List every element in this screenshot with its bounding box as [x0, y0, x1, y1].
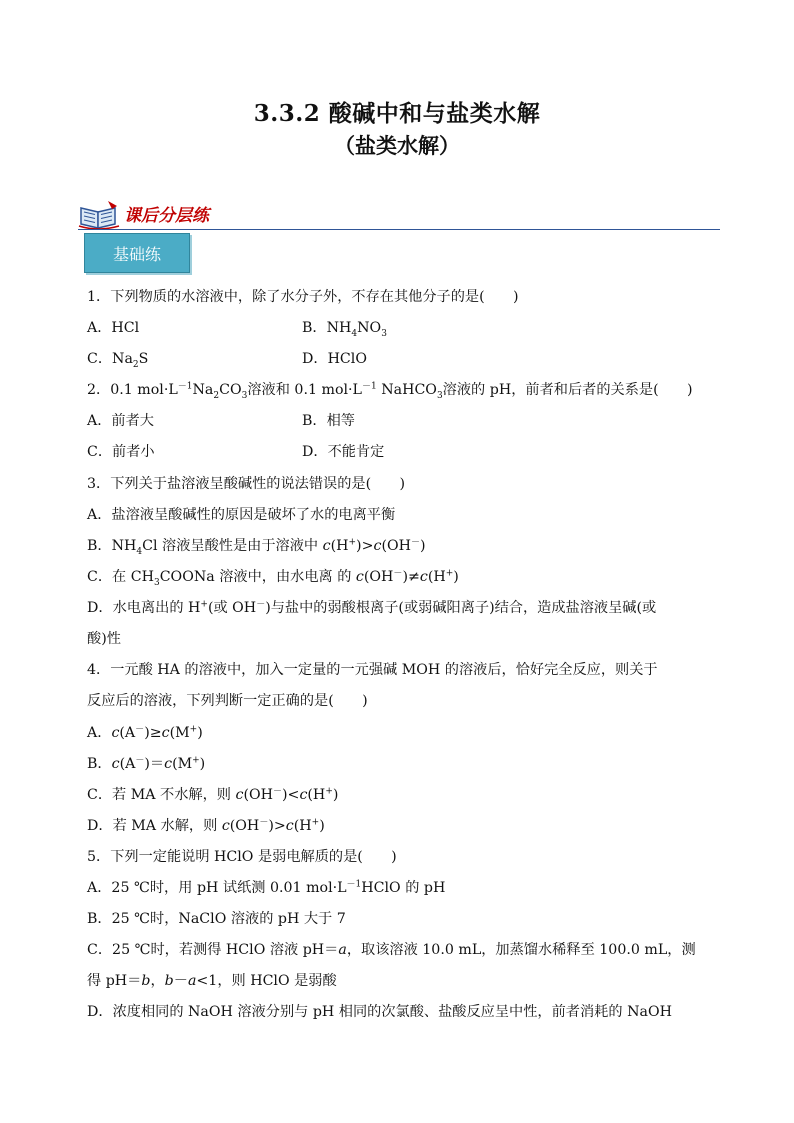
question-3-option-c: C．在 $CH_3COONa$ 溶液中，由水电离 的 c(OH－)≠c(H+) — [87, 568, 459, 588]
question-5-stem: 5．下列一定能说明 HClO 是弱电解质的是( ) — [87, 849, 397, 865]
question-5-option-d: D．浓度相同的 NaOH 溶液分别与 pH 相同的次氯酸、盐酸反应呈中性，前者消耗的 NaOH — [87, 1004, 672, 1020]
question-4-option-a: A．c(A－)≥c(M+) — [87, 724, 203, 741]
question-4-option-d: D．若 MA 水解，则 c(OH－)>c(H+) — [87, 817, 325, 834]
question-4-stem-cont: 反应后的溶液，下列判断一定正确的是( ) — [87, 693, 368, 709]
question-3-stem: 3．下列关于盐溶液呈酸碱性的说法错误的是( ) — [87, 476, 406, 492]
question-4-option-b: B．c(A－)＝c(M+) — [87, 755, 206, 772]
question-1-option-c: C．$Na_2S$ — [87, 351, 149, 370]
question-5-option-a: A．25 ℃时，用 pH 试纸测 0.01 $mol\cdot L^{-1}HClO$ 的 pH — [87, 879, 446, 896]
question-3-option-a: A．盐溶液呈酸碱性的原因是破坏了水的电离平衡 — [87, 507, 396, 523]
question-4-option-c: C．若 MA 不水解，则 c(OH－)<c(H+) — [87, 786, 339, 803]
section-label: 课后分层练 — [124, 206, 209, 226]
level-tag: 基础练 — [84, 233, 190, 273]
question-5-option-c-cont: 得 pH＝b，b－a<1，则 HClO 是弱酸 — [87, 973, 337, 989]
open-book-icon — [78, 200, 120, 230]
question-2-option-c: C．前者小 — [87, 444, 155, 460]
question-1-option-a: A．HCl — [87, 320, 140, 336]
question-2-option-a: A．前者大 — [87, 413, 154, 429]
question-1-option-d: D．HClO — [302, 351, 367, 367]
question-2-option-d: D．不能肯定 — [302, 444, 385, 460]
question-5-option-b: B．25 ℃时，NaClO 溶液的 pH 大于 7 — [87, 911, 346, 927]
question-5-option-c: C．25 ℃时，若测得 HClO 溶液 pH＝a，取该溶液 10.0 mL，加蒸馏水稀释至 100.0 mL，测 — [87, 942, 696, 958]
question-2-option-b: B．相等 — [302, 413, 355, 429]
question-3-option-b: B．$NH_4Cl$ 溶液呈酸性是由于溶液中 c(H+)>c(OH－) — [87, 537, 426, 557]
section-header — [78, 196, 720, 232]
question-1-stem: 1．下列物质的水溶液中，除了水分子外，不存在其他分子的是( ) — [87, 289, 519, 305]
question-2-stem: 2．0.1 $mol\cdot L^{-1}Na_2CO_3$溶液和 0.1 $mol\cdot L^{-1}$ NaHCO$_3$溶液的 pH，前者和后者的关系是( ) — [87, 381, 693, 401]
page-subtitle: （盐类水解） — [334, 133, 460, 158]
question-4-stem: 4．一元酸 HA 的溶液中，加入一定量的一元强碱 MOH 的溶液后，恰好完全反应，则关于 — [87, 662, 658, 678]
section-divider — [78, 229, 720, 230]
question-3-option-d: D．水电离出的 H+(或 OH－)与盐中的弱酸根离子(或弱碱阳离子)结合，造成盐溶液呈碱(或 — [87, 599, 657, 616]
question-1-option-b: B．$NH_4NO_3$ — [302, 320, 387, 339]
page-title: 3.3.2 酸碱中和与盐类水解 — [253, 100, 541, 127]
question-3-option-d-cont: 酸)性 — [87, 631, 121, 647]
